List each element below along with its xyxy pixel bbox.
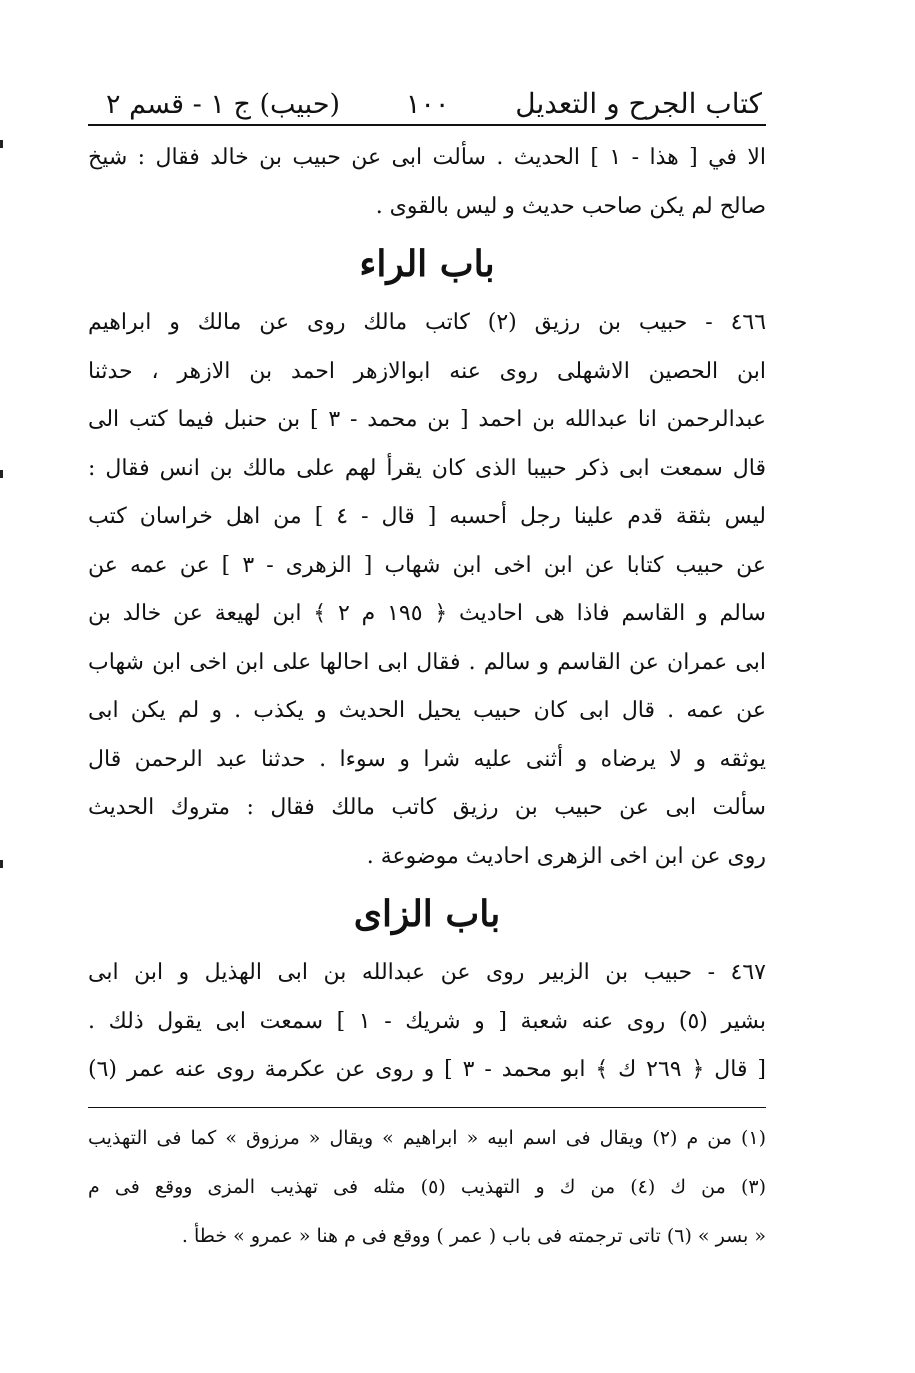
chapter-heading-ra: باب الراء (359, 243, 495, 285)
text-line: ابى عمران عن القاسم و سالم . فقال ابى احالها على ابن اخى ابن شهاب (88, 649, 766, 675)
text-line: عن عمه . قال ابى كان حبيب يحيل الحديث و يكذب . و لم يكن ابى (88, 698, 766, 723)
footnote-line: « بسر » (٦) تاتى ترجمته فى باب ( عمر ) ووقع فى م هنا « عمرو » خطأ . (181, 1224, 766, 1247)
footnotes (88, 1114, 766, 1261)
text-line: عبدالرحمن انا عبدالله بن احمد [ بن محمد - ٣ ] بن حنبل فيما كتب الى (88, 407, 766, 432)
footnote-line: (١) من م (٢) ويقال فى اسم ابيه « ابراهيم » ويقال « مرزوق » كما فى التهذيب (88, 1126, 766, 1149)
margin-mark (0, 860, 3, 868)
text-line: عن حبيب كتابا عن ابن اخى ابن شهاب [ الزهرى - ٣ ] عن عمه عن (88, 552, 766, 578)
running-header (88, 60, 766, 120)
text-line: روى عن ابن اخى الزهرى احاديث موضوعة . (366, 843, 766, 869)
margin-mark (0, 470, 3, 478)
book-page (88, 60, 766, 1261)
book-title: كتاب الجرح و التعديل (515, 87, 762, 120)
section-label: (حبيب) ج ١ - قسم ٢ (106, 89, 341, 120)
text-line: قال سمعت ابى ذكر حبيبا الذى كان يقرأ لهم على مالك بن انس فقال : (88, 455, 766, 481)
entry-467 (88, 949, 766, 1095)
header-rule (88, 124, 766, 126)
text-line: [ قال ﴿ ٢٦٩ ك ﴾ ابو محمد - ٣ ] و روى عن عكرمة روى عنه عمر (٦) (88, 1057, 766, 1082)
text-line: الا في [ هذا - ١ ] الحديث . سألت ابى عن حبيب بن خالد فقال : شيخ (88, 145, 766, 170)
text-line: يوثقه و لا يرضاه و أثنى عليه شرا و سوءا . حدثنا عبد الرحمن قال (88, 746, 766, 772)
entry-466 (88, 299, 766, 881)
text-line: سالم و القاسم فاذا هى احاديث ﴿ ١٩٥ م ٢ ﴾ ابن لهيعة عن خالد بن (88, 601, 766, 626)
text-line: بشير (٥) روى عنه شعبة [ و شريك - ١ ] سمعت ابى يقول ذلك . (88, 1008, 766, 1034)
page-number: ١٠٠ (405, 89, 450, 120)
footnote-line: (٣) من ك (٤) من ك و التهذيب (٥) مثله فى تهذيب المزى ووقع فى م (88, 1175, 766, 1198)
footnote-rule (88, 1107, 766, 1108)
text-line: صالح لم يكن صاحب حديث و ليس بالقوى . (375, 193, 766, 219)
chapter-heading-zay: باب الزاى (353, 893, 501, 935)
text-line: ليس بثقة قدم علينا رجل أحسبه [ قال - ٤ ] من اهل خراسان كتب (88, 504, 766, 529)
text-line: ابن الحصين الاشهلى روى عنه ابوالازهر احمد بن الازهر ، حدثنا (88, 358, 766, 384)
text-line: ٤٦٧ - حبيب بن الزبير روى عن عبدالله بن ابى الهذيل و ابن ابى (88, 960, 766, 985)
text-line: سألت ابى عن حبيب بن رزيق كاتب مالك فقال : متروك الحديث (88, 795, 766, 820)
intro-paragraph (88, 134, 766, 231)
text-line: ٤٦٦ - حبيب بن رزيق (٢) كاتب مالك روى عن مالك و ابراهيم (88, 310, 767, 335)
margin-mark (0, 140, 3, 148)
